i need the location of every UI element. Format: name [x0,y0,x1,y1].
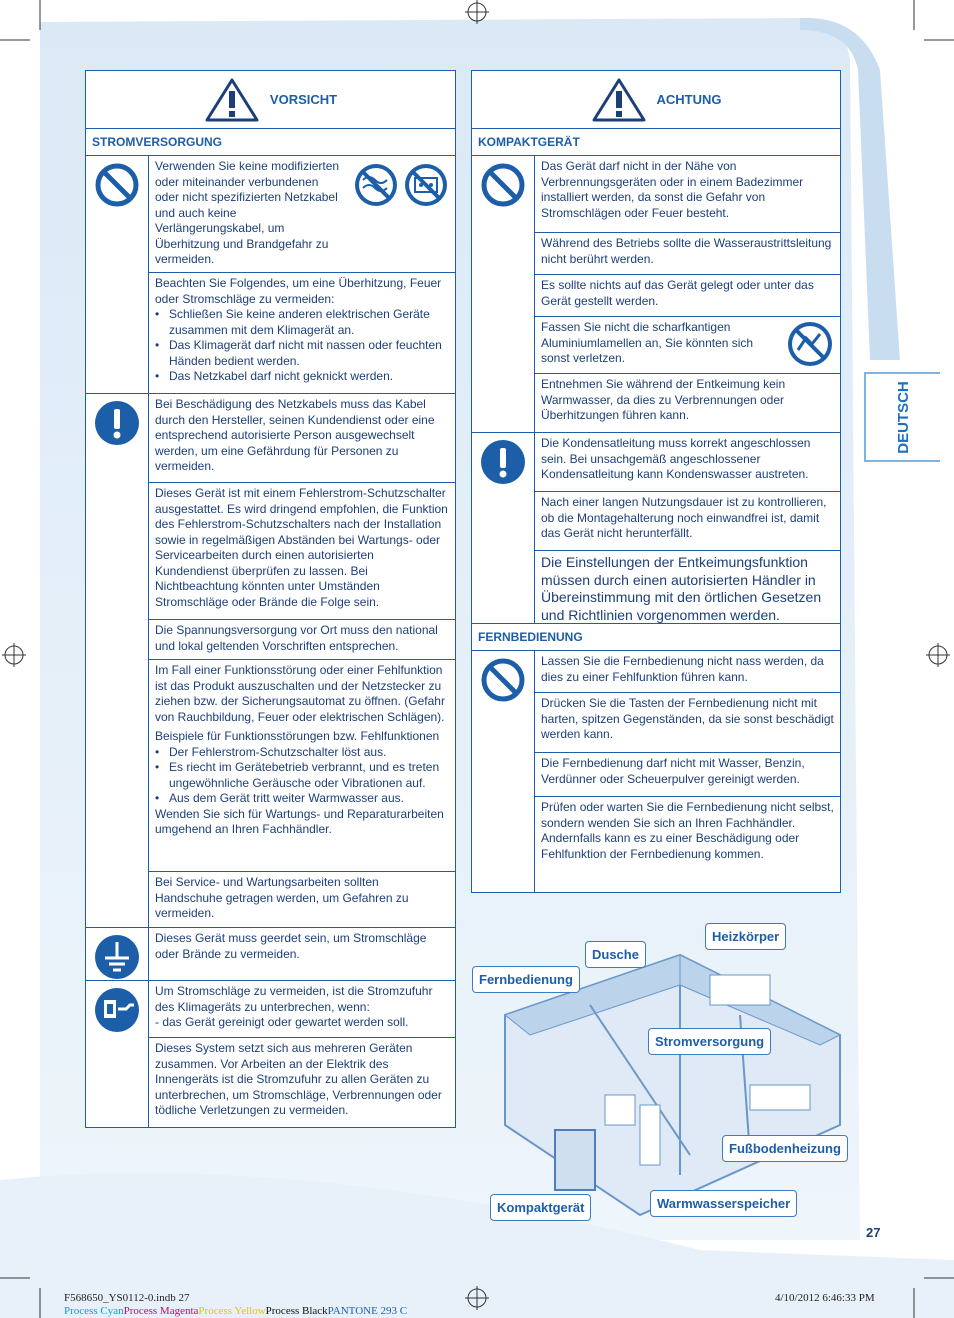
caution-header [86,71,455,129]
cell-mounting-check: Nach einer langen Nutzungsdauer ist zu kontrollieren, ob die Montagehalterung noch einwandfrei ist, damit das Gerät nicht herunterfällt. [535,492,840,551]
language-tab [864,372,940,462]
no-multi-plug-icon [403,162,449,208]
caution-title: VORSICHT [269,92,338,107]
cell-no-bathroom: Das Gerät darf nicht in der Nähe von Verbrennungsgeräten oder in einem Badezimmer installiert werden, da sonst die Gefahr von Stromschlägen oder Feuer besteht. [535,156,840,233]
cell-disconnect-line2: - das Gerät gereinigt oder gewartet werden soll. [155,1015,409,1029]
cell-sharp-fins: Fassen Sie nicht die scharfkantigen Aluminiumlamellen an, Sie könnten sich sonst verletzen. [541,320,754,365]
warning-box [471,70,841,893]
mandatory-group [86,394,455,928]
prohibition-icon [480,657,526,703]
cell-nothing-on-unit: Es sollte nichts auf das Gerät gelegt oder unter das Gerät gestellt werden. [535,275,840,317]
mandatory-exclamation-icon [480,439,526,485]
mandatory-group [472,433,840,624]
warning-title: ACHTUNG [656,92,722,107]
list-item: • Das Klimagerät darf nicht mit nassen oder feuchten Händen bedient werden. [155,338,449,369]
section-power-supply: STROMVERSORGUNG [86,129,455,156]
prohibition-icon [480,162,526,208]
label-power-supply: Stromversorgung [648,1028,771,1055]
prohibition-icon [94,162,140,208]
footer-cyan: Process Cyan [64,1305,124,1317]
footer-pantone: PANTONE 293 C [327,1305,408,1317]
label-shower: Dusche [585,941,646,968]
label-hot-water-tank: Warmwasserspeicher [650,1190,797,1217]
label-compact-unit: Kompaktgerät [490,1194,591,1221]
language-tab-label: DEUTSCH [894,380,912,454]
caution-box [85,70,456,1128]
warning-triangle-icon [591,77,647,123]
cell-water-outlet: Während des Betriebs sollte die Wasseraustrittsleitung nicht berührt werden. [535,233,840,275]
cell-remote-cleaning: Die Fernbedienung darf nicht mit Wasser, Benzin, Verdünner oder Scheuerpulver gereinigt werden. [535,753,840,797]
label-floor-heating: Fußbodenheizung [722,1135,848,1162]
list-item: • Das Netzkabel darf nicht geknickt werden. [155,369,449,385]
cell-malfunction-intro: Im Fall einer Funktionsstörung oder einer Fehlfunktion ist das Produkt auszuschalten und der Netzstecker zu ziehen bzw. der Sicherungsautomat zu öffnen. (Gefahr von Rauchbildung, Feuer oder elektrischen Schlägen). [155,663,445,724]
cell-rcd: Dieses Gerät ist mit einem Fehlerstrom-Schutzschalter ausgestattet. Es wird dringend empfohlen, die Funktion des Fehlerstrom-Schutzschalters nach der Installation sowie in regelmäßigen Abständen bei Wartungs- oder Servicearbeiten durch einen autorisierten Kundendienst überprüfen zu lassen. Bei Nichtbeachtung könnten unter Umständen Stromschläge oder Brände die Folge sein. [149,483,455,620]
cell-disconnect-line1: Um Stromschläge zu vermeiden, ist die Stromzufuhr des Klimageräts zu unterbrechen, wenn: [155,984,433,1014]
earth-group [86,928,455,981]
cell-voltage: Die Spannungsversorgung vor Ort muss den national und lokal geltenden Vorschriften entsprechen. [149,620,455,660]
cell-remote-buttons: Drücken Sie die Tasten der Fernbedienung nicht mit harten, spitzen Gegenständen, da sie sonst beschädigt werden kann. [535,693,840,753]
list-item: • Es riecht im Gerätebetrieb verbrannt, und es treten ungewöhnliche Geräusche oder Vibrationen auf. [155,760,449,791]
list-item: • Der Fehlerstrom-Schutzschalter löst aus. [155,745,449,761]
list-item: • Aus dem Gerät tritt weiter Warmwasser aus. [155,791,449,807]
label-radiator: Heizkörper [705,923,786,950]
cell-earthing: Dieses Gerät muss geerdet sein, um Stromschläge oder Brände zu vermeiden. [155,931,427,961]
cell-multi-unit: Dieses System setzt sich aus mehreren Geräten zusammen. Vor Arbeiten an der Elektrik des Innengeräts ist die Stromzufuhr zu allen Geräten zu unterbrechen, um Stromschläge, Verbrennungen oder tödliche Verletzungen zu vermeiden. [155,1041,442,1117]
prohibition-group [472,651,840,892]
cell-gloves: Bei Service- und Wartungsarbeiten sollten Handschuhe getragen werden, um Gefahren zu vermeiden. [155,875,409,920]
cell-condensate: Die Kondensatleitung muss korrekt angeschlossen sein. Bei unsachgemäß angeschlossener Kondensatleitung kann Kondenswasser austreten. [535,433,840,492]
prohibition-group [86,156,455,394]
earth-ground-icon [94,934,140,980]
cell-disinfection-settings: Die Einstellungen der Entkeimungsfunktion müssen durch einen autorisierten Händler in Übereinstimmung mit den örtlichen Gesetzen und Richtlinien vorgenommen werden. [541,554,822,623]
cell-malfunction-outro: Wenden Sie sich für Wartungs- und Reparaturarbeiten umgehend an Ihren Fachhändler. [155,806,444,836]
footer-colors [64,1305,407,1317]
warning-triangle-icon [204,77,260,123]
no-touch-fins-icon [786,320,834,368]
disconnect-group [86,981,455,1127]
prohibition-group [472,156,840,433]
unplug-icon [94,987,140,1033]
cell-overheat-intro: Beachten Sie Folgendes, um eine Überhitzung, Feuer oder Stromschläge zu vermeiden: [155,276,442,306]
page-number: 27 [866,1225,881,1240]
footer-file: F568650_YS0112-0.indb 27 [64,1292,190,1304]
section-compact-unit: KOMPAKTGERÄT [472,129,840,156]
cell-modified-cables: Verwenden Sie keine modifizierten oder miteinander verbundenen oder nicht spezifizierten Netzkabel und auch keine Verlängerungskabel, um Überhitzung und Brandgefahr zu vermeiden. [155,159,340,266]
footer-date: 4/10/2012 6:46:33 PM [775,1292,875,1304]
cell-malfunction-examples: Beispiele für Funktionsstörungen bzw. Fehlfunktionen [155,729,440,743]
footer-magenta: Process Magenta [123,1305,199,1317]
warning-header [472,71,840,129]
footer-black: Process Black [265,1305,328,1317]
mandatory-exclamation-icon [94,400,140,446]
cell-damaged-cable: Bei Beschädigung des Netzkabels muss das Kabel durch den Hersteller, seinen Kundendienst oder eine entsprechend autorisierte Person ausgewechselt werden, um eine Gefährdung für Personen zu vermeiden. [149,394,455,483]
cell-disinfection-hot-water: Entnehmen Sie während der Entkeimung kein Warmwasser, da dies zu Verbrennungen oder Überhitzungen führen kann. [541,377,786,422]
section-remote-control: FERNBEDIENUNG [472,624,840,651]
cell-remote-service: Prüfen oder warten Sie die Fernbedienung nicht selbst, sondern wenden Sie sich an Ihren Fachhändler. Andernfalls kann es zu einer Beschädigung oder Fehlfunktion der Fernbedienung kommen. [541,800,834,861]
no-extension-cable-icon [353,162,399,208]
label-remote-control: Fernbedienung [472,966,580,993]
cell-remote-wet: Lassen Sie die Fernbedienung nicht nass werden, da dies zu einer Fehlfunktion führen kann. [535,651,840,693]
footer-yellow: Process Yellow [198,1305,266,1317]
list-item: • Schließen Sie keine anderen elektrischen Geräte zusammen mit dem Klimagerät an. [155,307,449,338]
